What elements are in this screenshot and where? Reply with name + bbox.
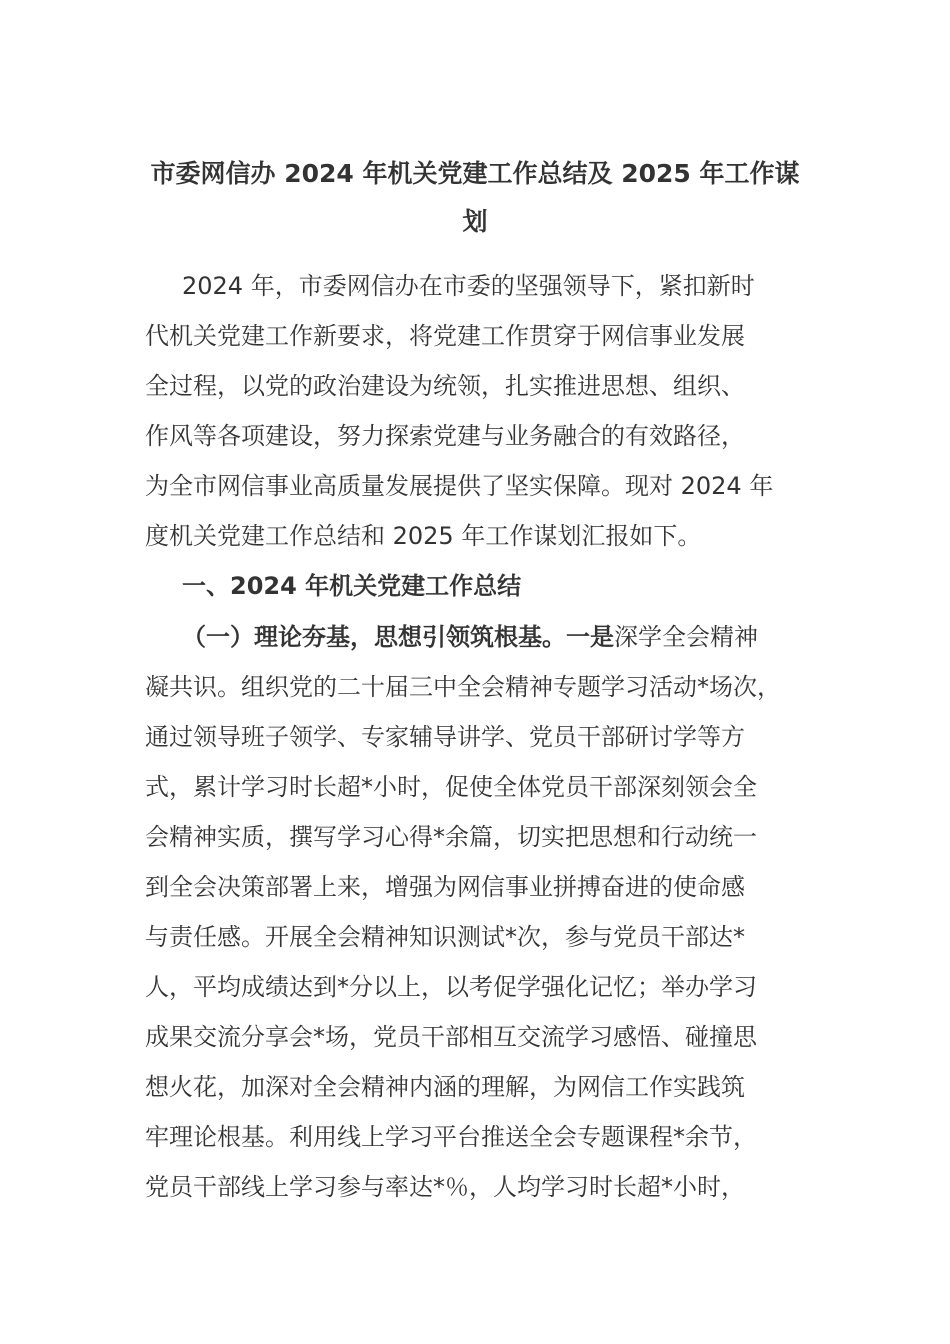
body-line: 到全会决策部署上来，增强为网信事业拼搏奋进的使命感 <box>145 873 745 901</box>
intro-line: 作风等各项建设，努力探索党建与业务融合的有效路径， <box>145 422 745 450</box>
document-title <box>140 150 810 246</box>
subsection-lead-rest: 深学全会精神 <box>614 623 758 651</box>
title-line-2: 划 <box>462 207 488 236</box>
body-line: 凝共识。组织党的二十届三中全会精神专题学习活动*场次， <box>145 673 781 701</box>
body-line: 成果交流分享会*场，党员干部相互交流学习感悟、碰撞思 <box>145 1023 757 1051</box>
body-line: 式，累计学习时长超*小时，促使全体党员干部深刻领会全 <box>145 773 757 801</box>
subsection-lead-line <box>182 622 758 652</box>
body-line: 会精神实质，撰写学习心得*余篇，切实把思想和行动统一 <box>145 823 757 851</box>
section-heading: 一、2024 年机关党建工作总结 <box>182 572 522 600</box>
body-line: 想火花，加深对全会精神内涵的理解，为网信工作实践筑 <box>145 1073 745 1101</box>
body-line: 与责任感。开展全会精神知识测试*次，参与党员干部达* <box>145 923 745 951</box>
intro-line: 2024 年，市委网信办在市委的坚强领导下，紧扣新时 <box>182 272 755 300</box>
intro-line: 全过程，以党的政治建设为统领，扎实推进思想、组织、 <box>145 372 745 400</box>
body-line: 党员干部线上学习参与率达*％，人均学习时长超*小时， <box>145 1173 745 1201</box>
intro-line: 代机关党建工作新要求，将党建工作贯穿于网信事业发展 <box>145 322 745 350</box>
body-line: 通过领导班子领学、专家辅导讲学、党员干部研讨学等方 <box>145 723 745 751</box>
body-line: 牢理论根基。利用线上学习平台推送全会专题课程*余节， <box>145 1123 757 1151</box>
title-line-1: 市委网信办 2024 年机关党建工作总结及 2025 年工作谋 <box>150 159 800 188</box>
intro-line: 度机关党建工作总结和 2025 年工作谋划汇报如下。 <box>145 522 702 550</box>
subsection-bold-lead: （一）理论夯基，思想引领筑根基。一是 <box>182 623 614 651</box>
body-line: 人，平均成绩达到*分以上，以考促学强化记忆；举办学习 <box>145 973 757 1001</box>
intro-line: 为全市网信事业高质量发展提供了坚实保障。现对 2024 年 <box>145 472 774 500</box>
